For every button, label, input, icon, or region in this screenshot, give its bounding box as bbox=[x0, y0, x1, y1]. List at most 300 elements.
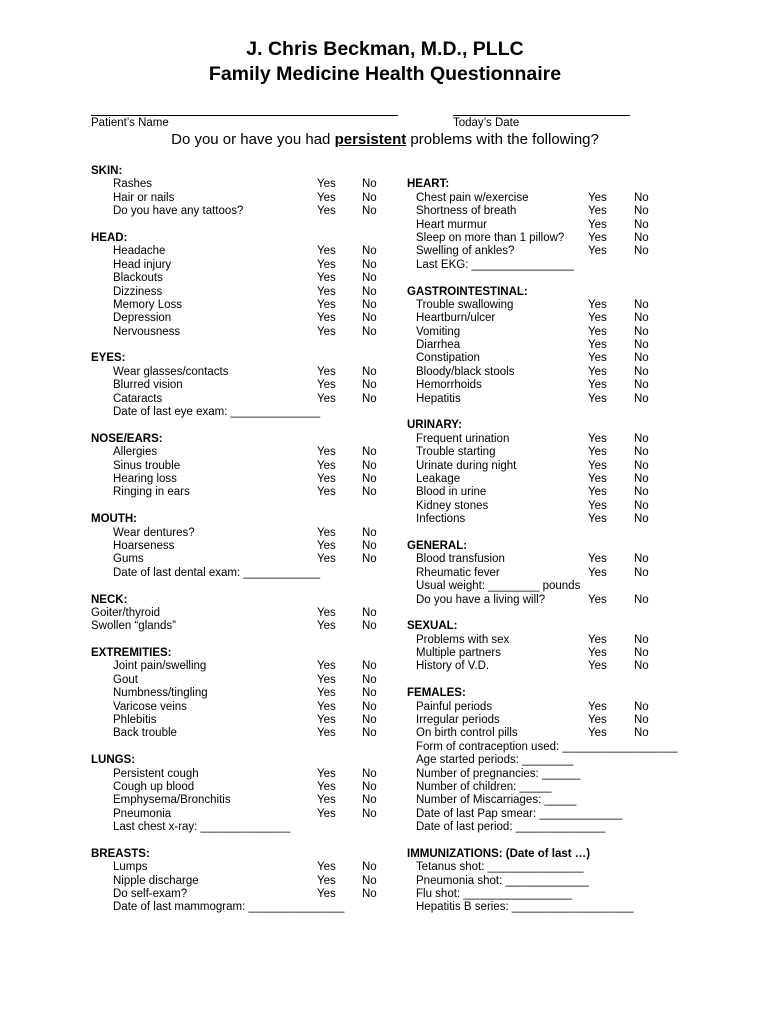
yes-option[interactable]: Yes bbox=[588, 472, 607, 485]
no-option[interactable]: No bbox=[362, 245, 377, 258]
section-heading-text: NECK: bbox=[91, 593, 128, 606]
yes-option[interactable]: Yes bbox=[317, 888, 336, 901]
question-label: Cough up blood bbox=[113, 780, 195, 793]
no-option[interactable]: No bbox=[362, 767, 377, 780]
question-label: On birth control pills bbox=[416, 727, 518, 740]
section-spacer bbox=[91, 634, 411, 647]
question-row bbox=[91, 393, 411, 406]
question-label: Cataracts bbox=[113, 392, 163, 405]
no-option[interactable]: No bbox=[362, 526, 377, 539]
question-row bbox=[91, 540, 411, 553]
section-heading-text: EYES: bbox=[91, 352, 126, 365]
yes-option[interactable]: Yes bbox=[317, 365, 336, 378]
section-heading-text: FEMALES: bbox=[407, 687, 466, 700]
yes-option[interactable]: Yes bbox=[588, 432, 607, 445]
question-row bbox=[91, 326, 411, 339]
fill-in-label: Number of pregnancies: ______ bbox=[416, 767, 581, 780]
no-option[interactable]: No bbox=[362, 700, 377, 713]
question-label: Multiple partners bbox=[416, 647, 502, 660]
no-option[interactable]: No bbox=[634, 446, 649, 459]
question-row bbox=[407, 326, 747, 339]
no-option[interactable]: No bbox=[634, 365, 649, 378]
question-label: Nervousness bbox=[113, 325, 181, 338]
question-label: Do you have a living will? bbox=[416, 593, 546, 606]
question-label: Painful periods bbox=[416, 700, 493, 713]
yes-option[interactable]: Yes bbox=[317, 272, 336, 285]
fill-in-row[interactable] bbox=[407, 875, 747, 888]
no-option[interactable]: No bbox=[634, 432, 649, 445]
section-heading bbox=[91, 513, 411, 526]
yes-option[interactable]: Yes bbox=[588, 553, 607, 566]
no-option[interactable]: No bbox=[362, 539, 377, 552]
no-option[interactable]: No bbox=[362, 620, 377, 633]
yes-option[interactable]: Yes bbox=[317, 392, 336, 405]
yes-option[interactable]: Yes bbox=[588, 352, 607, 365]
yes-option[interactable]: Yes bbox=[588, 379, 607, 392]
yes-option[interactable]: Yes bbox=[588, 325, 607, 338]
question-row bbox=[91, 727, 411, 740]
no-option[interactable]: No bbox=[634, 191, 649, 204]
yes-option[interactable]: Yes bbox=[317, 191, 336, 204]
question-label: Varicose veins bbox=[113, 700, 187, 713]
question-row bbox=[407, 205, 747, 218]
question-label: Dizziness bbox=[113, 285, 163, 298]
section-heading bbox=[91, 232, 411, 245]
fill-in-row[interactable] bbox=[407, 741, 747, 754]
no-option[interactable]: No bbox=[634, 339, 649, 352]
yes-option[interactable]: Yes bbox=[588, 339, 607, 352]
no-option[interactable]: No bbox=[634, 714, 649, 727]
section-spacer bbox=[407, 272, 747, 285]
question-label: Sleep on more than 1 pillow? bbox=[416, 231, 565, 244]
question-label: Frequent urination bbox=[416, 432, 510, 445]
question-row bbox=[91, 687, 411, 700]
no-option[interactable]: No bbox=[362, 780, 377, 793]
question-label: Memory Loss bbox=[113, 298, 183, 311]
section-heading bbox=[407, 540, 747, 553]
question-label: Trouble starting bbox=[416, 446, 496, 459]
section-spacer bbox=[91, 339, 411, 352]
no-option[interactable]: No bbox=[634, 499, 649, 512]
question-row bbox=[407, 500, 747, 513]
no-option[interactable]: No bbox=[362, 486, 377, 499]
section-heading-text: HEART: bbox=[407, 178, 450, 191]
question-label: History of V.D. bbox=[416, 660, 490, 673]
question-row bbox=[91, 460, 411, 473]
no-option[interactable]: No bbox=[634, 566, 649, 579]
no-option[interactable]: No bbox=[362, 272, 377, 285]
yes-option[interactable]: Yes bbox=[588, 486, 607, 499]
yes-option[interactable]: Yes bbox=[317, 780, 336, 793]
no-option[interactable]: No bbox=[634, 553, 649, 566]
question-label: Constipation bbox=[416, 352, 480, 365]
yes-option[interactable]: Yes bbox=[588, 231, 607, 244]
question-row bbox=[407, 219, 747, 232]
question-label: Irregular periods bbox=[416, 714, 500, 727]
no-option[interactable]: No bbox=[634, 727, 649, 740]
question-row bbox=[407, 553, 747, 566]
question-label: Do you have any tattoos? bbox=[113, 205, 244, 218]
question-label: Shortness of breath bbox=[416, 205, 517, 218]
yes-option[interactable]: Yes bbox=[588, 714, 607, 727]
question-row bbox=[91, 379, 411, 392]
no-option[interactable]: No bbox=[362, 459, 377, 472]
no-option[interactable]: No bbox=[362, 660, 377, 673]
yes-option[interactable]: Yes bbox=[588, 633, 607, 646]
question-label: Bloody/black stools bbox=[416, 365, 515, 378]
yes-option[interactable]: Yes bbox=[588, 312, 607, 325]
no-option[interactable]: No bbox=[634, 513, 649, 526]
no-option[interactable]: No bbox=[362, 392, 377, 405]
section-heading-text: IMMUNIZATIONS: (Date of last …) bbox=[407, 847, 591, 860]
yes-option[interactable]: Yes bbox=[588, 365, 607, 378]
no-option[interactable]: No bbox=[634, 633, 649, 646]
fill-in-row[interactable] bbox=[91, 406, 411, 419]
question-row bbox=[407, 379, 747, 392]
no-option[interactable]: No bbox=[634, 298, 649, 311]
question-row bbox=[407, 339, 747, 352]
yes-option[interactable]: Yes bbox=[588, 205, 607, 218]
question-row bbox=[91, 178, 411, 191]
fill-in-label: Date of last Pap smear: _____________ bbox=[416, 807, 623, 820]
yes-option[interactable]: Yes bbox=[317, 673, 336, 686]
fill-in-row[interactable] bbox=[407, 821, 747, 834]
question-label: Rheumatic fever bbox=[416, 566, 500, 579]
yes-option[interactable]: Yes bbox=[317, 526, 336, 539]
question-label: Numbness/tingling bbox=[113, 687, 208, 700]
question-row bbox=[407, 634, 747, 647]
no-option[interactable]: No bbox=[362, 861, 377, 874]
no-option[interactable]: No bbox=[634, 231, 649, 244]
no-option[interactable]: No bbox=[634, 245, 649, 258]
no-option[interactable]: No bbox=[362, 606, 377, 619]
patient-name-label: Patient’s Name bbox=[91, 117, 169, 129]
section-heading bbox=[91, 352, 411, 365]
section-heading-text: LUNGS: bbox=[91, 754, 136, 767]
yes-option[interactable]: Yes bbox=[588, 446, 607, 459]
question-label: Emphysema/Bronchitis bbox=[113, 794, 231, 807]
no-option[interactable]: No bbox=[362, 794, 377, 807]
fill-in-row[interactable] bbox=[91, 567, 411, 580]
question-label: Goiter/thyroid bbox=[91, 606, 161, 619]
prompt-emphasis: persistent bbox=[334, 131, 407, 148]
question-label: Pneumonia bbox=[113, 807, 172, 820]
question-row bbox=[91, 888, 411, 901]
yes-option[interactable]: Yes bbox=[588, 727, 607, 740]
yes-option[interactable]: Yes bbox=[317, 472, 336, 485]
question-row bbox=[407, 460, 747, 473]
fill-in-row[interactable] bbox=[407, 901, 747, 914]
no-option[interactable]: No bbox=[362, 446, 377, 459]
yes-option[interactable]: Yes bbox=[317, 312, 336, 325]
yes-option[interactable]: Yes bbox=[588, 298, 607, 311]
no-option[interactable]: No bbox=[634, 325, 649, 338]
yes-option[interactable]: Yes bbox=[317, 178, 336, 191]
yes-option[interactable]: Yes bbox=[317, 794, 336, 807]
question-row bbox=[407, 594, 747, 607]
question-label: Hair or nails bbox=[113, 191, 175, 204]
no-option[interactable]: No bbox=[362, 888, 377, 901]
todays-date-line[interactable] bbox=[453, 115, 630, 116]
yes-option[interactable]: Yes bbox=[588, 218, 607, 231]
fill-in-label: Date of last eye exam: ______________ bbox=[113, 406, 321, 419]
no-option[interactable]: No bbox=[634, 459, 649, 472]
yes-option[interactable]: Yes bbox=[317, 245, 336, 258]
patient-name-line[interactable] bbox=[91, 115, 398, 116]
no-option[interactable]: No bbox=[362, 472, 377, 485]
yes-option[interactable]: Yes bbox=[588, 566, 607, 579]
yes-option[interactable]: Yes bbox=[317, 285, 336, 298]
section-spacer bbox=[91, 580, 411, 593]
yes-option[interactable]: Yes bbox=[317, 379, 336, 392]
question-label: Wear glasses/contacts bbox=[113, 365, 229, 378]
fill-in-row[interactable] bbox=[407, 781, 747, 794]
question-label: Swelling of ankles? bbox=[416, 245, 515, 258]
section-heading-text: GASTROINTESTINAL: bbox=[407, 285, 528, 298]
question-label: Blood in urine bbox=[416, 486, 487, 499]
question-label: Hoarseness bbox=[113, 539, 175, 552]
question-label: Gums bbox=[113, 553, 144, 566]
prompt-text-before: Do you or have you had bbox=[171, 131, 335, 148]
fill-in-row[interactable] bbox=[407, 259, 747, 272]
question-row bbox=[407, 352, 747, 365]
fill-in-label: Pneumonia shot: _____________ bbox=[416, 874, 589, 887]
yes-option[interactable]: Yes bbox=[588, 660, 607, 673]
fill-in-row[interactable] bbox=[407, 768, 747, 781]
section-heading-text: SKIN: bbox=[91, 165, 123, 177]
yes-option[interactable]: Yes bbox=[317, 714, 336, 727]
question-row bbox=[407, 473, 747, 486]
section-spacer bbox=[91, 741, 411, 754]
yes-option[interactable]: Yes bbox=[317, 660, 336, 673]
yes-option[interactable]: Yes bbox=[317, 459, 336, 472]
fill-in-label: Usual weight: ________ pounds bbox=[416, 580, 581, 593]
no-option[interactable]: No bbox=[362, 379, 377, 392]
yes-option[interactable]: Yes bbox=[317, 325, 336, 338]
no-option[interactable]: No bbox=[634, 392, 649, 405]
question-label: Ringing in ears bbox=[113, 486, 190, 499]
question-row bbox=[91, 259, 411, 272]
no-option[interactable]: No bbox=[362, 205, 377, 218]
yes-option[interactable]: Yes bbox=[588, 245, 607, 258]
question-label: Rashes bbox=[113, 178, 152, 191]
yes-option[interactable]: Yes bbox=[317, 874, 336, 887]
no-option[interactable]: No bbox=[362, 687, 377, 700]
no-option[interactable]: No bbox=[634, 352, 649, 365]
question-row bbox=[407, 433, 747, 446]
section-heading bbox=[91, 594, 411, 607]
question-label: Leakage bbox=[416, 472, 461, 485]
no-option[interactable]: No bbox=[634, 312, 649, 325]
section-heading bbox=[407, 687, 747, 700]
section-heading-text: MOUTH: bbox=[91, 513, 137, 526]
prompt-text-after: problems with the following? bbox=[406, 131, 599, 148]
practice-title: J. Chris Beckman, M.D., PLLC bbox=[246, 38, 524, 60]
question-row bbox=[407, 299, 747, 312]
question-label: Wear dentures? bbox=[113, 526, 195, 539]
section-heading bbox=[91, 647, 411, 660]
yes-option[interactable]: Yes bbox=[317, 539, 336, 552]
no-option[interactable]: No bbox=[634, 205, 649, 218]
question-row bbox=[407, 192, 747, 205]
question-label: Vomiting bbox=[416, 325, 461, 338]
question-label: Blurred vision bbox=[113, 379, 183, 392]
question-row bbox=[91, 714, 411, 727]
no-option[interactable]: No bbox=[634, 647, 649, 660]
section-heading bbox=[91, 165, 411, 178]
no-option[interactable]: No bbox=[362, 312, 377, 325]
question-label: Phlebitis bbox=[113, 714, 157, 727]
no-option[interactable]: No bbox=[634, 593, 649, 606]
fill-in-row[interactable] bbox=[407, 808, 747, 821]
fill-in-row[interactable] bbox=[91, 821, 411, 834]
question-row bbox=[91, 272, 411, 285]
section-spacer bbox=[91, 500, 411, 513]
fill-in-row[interactable] bbox=[407, 888, 747, 901]
question-label: Lumps bbox=[113, 861, 148, 874]
section-heading bbox=[407, 286, 747, 299]
yes-option[interactable]: Yes bbox=[588, 499, 607, 512]
section-spacer bbox=[91, 835, 411, 848]
question-row bbox=[407, 446, 747, 459]
question-label: Sinus trouble bbox=[113, 459, 181, 472]
yes-option[interactable]: Yes bbox=[588, 513, 607, 526]
no-option[interactable]: No bbox=[634, 472, 649, 485]
fill-in-label: Number of Miscarriages: _____ bbox=[416, 794, 577, 807]
question-label: Headache bbox=[113, 245, 166, 258]
no-option[interactable]: No bbox=[362, 325, 377, 338]
no-option[interactable]: No bbox=[362, 178, 377, 191]
fill-in-label: Date of last dental exam: ____________ bbox=[113, 566, 321, 579]
yes-option[interactable]: Yes bbox=[317, 700, 336, 713]
yes-option[interactable]: Yes bbox=[588, 700, 607, 713]
question-label: Allergies bbox=[113, 446, 158, 459]
no-option[interactable]: No bbox=[634, 486, 649, 499]
question-row bbox=[91, 286, 411, 299]
section-heading-text: BREASTS: bbox=[91, 847, 150, 860]
yes-option[interactable]: Yes bbox=[588, 593, 607, 606]
no-option[interactable]: No bbox=[362, 874, 377, 887]
question-row bbox=[91, 299, 411, 312]
section-heading-text: GENERAL: bbox=[407, 539, 468, 552]
no-option[interactable]: No bbox=[362, 191, 377, 204]
question-label: Back trouble bbox=[113, 727, 177, 740]
yes-option[interactable]: Yes bbox=[317, 687, 336, 700]
fill-in-row[interactable] bbox=[407, 861, 747, 874]
question-row bbox=[407, 312, 747, 325]
yes-option[interactable]: Yes bbox=[588, 459, 607, 472]
question-label: Infections bbox=[416, 513, 466, 526]
section-spacer bbox=[407, 674, 747, 687]
section-heading bbox=[407, 848, 747, 861]
no-option[interactable]: No bbox=[362, 553, 377, 566]
question-label: Gout bbox=[113, 673, 138, 686]
yes-option[interactable]: Yes bbox=[588, 191, 607, 204]
todays-date-label: Today’s Date bbox=[453, 117, 520, 129]
question-row bbox=[407, 232, 747, 245]
question-label: Trouble swallowing bbox=[416, 298, 514, 311]
yes-option[interactable]: Yes bbox=[317, 620, 336, 633]
no-option[interactable]: No bbox=[362, 714, 377, 727]
fill-in-label: Flu shot: _________________ bbox=[416, 888, 573, 901]
question-label: Blackouts bbox=[113, 272, 163, 285]
question-label: Persistent cough bbox=[113, 767, 199, 780]
yes-option[interactable]: Yes bbox=[317, 606, 336, 619]
question-label: Diarrhea bbox=[416, 339, 461, 352]
no-option[interactable]: No bbox=[362, 365, 377, 378]
question-row bbox=[91, 446, 411, 459]
yes-option[interactable]: Yes bbox=[317, 486, 336, 499]
no-option[interactable]: No bbox=[362, 807, 377, 820]
right-question-column bbox=[407, 165, 747, 915]
question-label: Blood transfusion bbox=[416, 553, 505, 566]
question-row bbox=[407, 567, 747, 580]
no-option[interactable]: No bbox=[362, 727, 377, 740]
question-row bbox=[91, 674, 411, 687]
form-title: Family Medicine Health Questionnaire bbox=[208, 63, 562, 85]
no-option[interactable]: No bbox=[362, 258, 377, 271]
question-row bbox=[91, 607, 411, 620]
fill-in-row[interactable] bbox=[407, 580, 747, 593]
question-label: Urinate during night bbox=[416, 459, 517, 472]
no-option[interactable]: No bbox=[634, 700, 649, 713]
fill-in-row[interactable] bbox=[407, 794, 747, 807]
yes-option[interactable]: Yes bbox=[317, 861, 336, 874]
question-row bbox=[407, 486, 747, 499]
question-label: Joint pain/swelling bbox=[113, 660, 207, 673]
yes-option[interactable]: Yes bbox=[317, 258, 336, 271]
yes-option[interactable]: Yes bbox=[317, 205, 336, 218]
fill-in-row[interactable] bbox=[91, 901, 411, 914]
question-row bbox=[407, 714, 747, 727]
section-heading-text: HEAD: bbox=[91, 231, 128, 244]
no-option[interactable]: No bbox=[634, 218, 649, 231]
question-row bbox=[407, 513, 747, 526]
yes-option[interactable]: Yes bbox=[317, 553, 336, 566]
fill-in-label: Age started periods: ________ bbox=[416, 754, 574, 767]
question-row bbox=[407, 701, 747, 714]
question-row bbox=[407, 245, 747, 258]
section-spacer bbox=[407, 406, 747, 419]
question-label: Heart murmur bbox=[416, 218, 487, 231]
question-label: Nipple discharge bbox=[113, 874, 199, 887]
yes-option[interactable]: Yes bbox=[317, 446, 336, 459]
question-label: Kidney stones bbox=[416, 499, 489, 512]
section-heading bbox=[91, 754, 411, 767]
yes-option[interactable]: Yes bbox=[317, 767, 336, 780]
yes-option[interactable]: Yes bbox=[317, 298, 336, 311]
no-option[interactable]: No bbox=[362, 298, 377, 311]
question-row bbox=[91, 366, 411, 379]
fill-in-label: Date of last mammogram: _______________ bbox=[113, 901, 345, 914]
no-option[interactable]: No bbox=[362, 673, 377, 686]
question-row bbox=[91, 205, 411, 218]
fill-in-row[interactable] bbox=[407, 754, 747, 767]
yes-option[interactable]: Yes bbox=[317, 807, 336, 820]
no-option[interactable]: No bbox=[634, 379, 649, 392]
question-label: Chest pain w/exercise bbox=[416, 191, 529, 204]
yes-option[interactable]: Yes bbox=[588, 392, 607, 405]
section-heading-text: EXTREMITIES: bbox=[91, 647, 172, 660]
question-label: Head injury bbox=[113, 258, 172, 271]
no-option[interactable]: No bbox=[362, 285, 377, 298]
question-row bbox=[91, 486, 411, 499]
fill-in-label: Last chest x-ray: ______________ bbox=[113, 821, 291, 834]
no-option[interactable]: No bbox=[634, 660, 649, 673]
yes-option[interactable]: Yes bbox=[588, 647, 607, 660]
yes-option[interactable]: Yes bbox=[317, 727, 336, 740]
question-row bbox=[91, 861, 411, 874]
